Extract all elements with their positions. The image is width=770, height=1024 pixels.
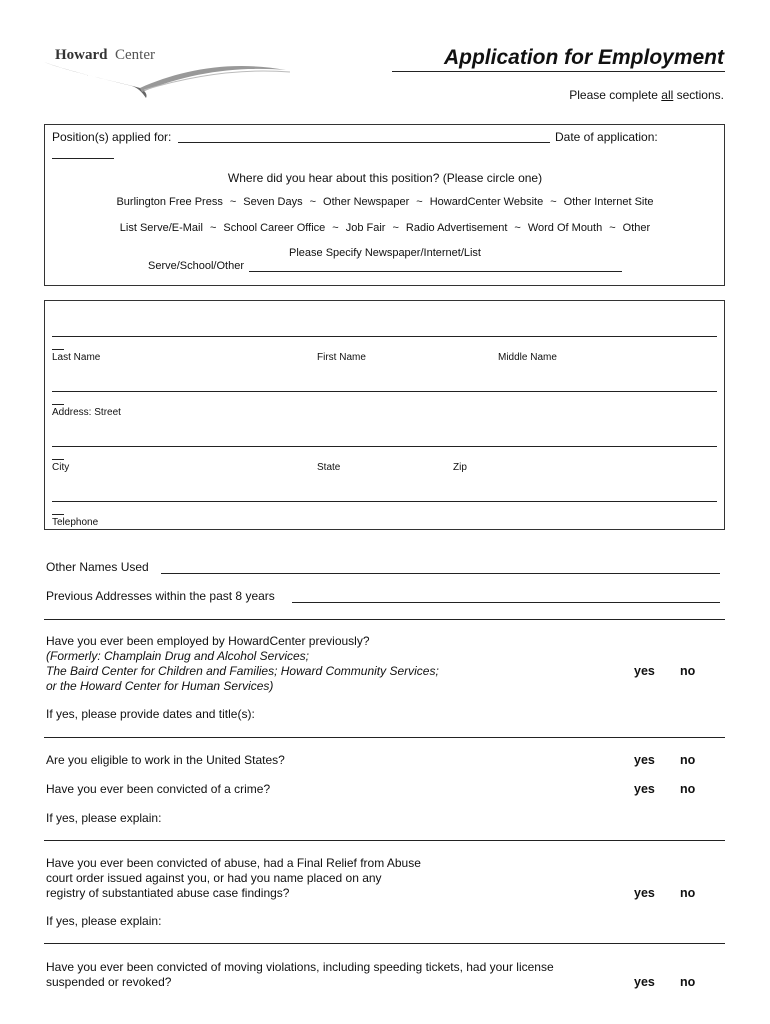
eligible-yes-option[interactable]: yes [634, 753, 655, 767]
separator: ~ [514, 222, 521, 234]
zip-label: Zip [453, 462, 467, 473]
page-title: Application for Employment [443, 46, 724, 69]
eligible-question: Are you eligible to work in the United States? [46, 753, 285, 767]
eligible-no-option[interactable]: no [680, 753, 696, 767]
name-input[interactable] [52, 336, 717, 337]
dates-titles-input[interactable] [44, 737, 725, 738]
source-option[interactable]: Word Of Mouth [527, 222, 603, 234]
source-option[interactable]: Seven Days [243, 196, 303, 208]
crime-explain-label: If yes, please explain: [46, 811, 162, 825]
position-label: Position(s) applied for: [52, 130, 172, 144]
source-option[interactable]: Other [622, 222, 651, 234]
separator: ~ [332, 222, 339, 234]
employed-before-question: Have you ever been employed by HowardCenter previously? [46, 634, 370, 648]
field-tick [52, 459, 64, 460]
separator: ~ [416, 196, 423, 208]
field-tick [52, 514, 64, 515]
last-name-label: Last Name [52, 352, 101, 363]
source-option[interactable]: List Serve/E-Mail [119, 222, 203, 234]
separator: ~ [209, 222, 217, 234]
specify-label-2: Serve/School/Other [148, 260, 244, 272]
specify-input[interactable] [249, 271, 622, 272]
middle-name-label: Middle Name [498, 352, 557, 363]
crime-no-option[interactable]: no [680, 782, 696, 796]
abuse-yes-option[interactable]: yes [634, 886, 655, 900]
date-input[interactable] [52, 158, 114, 159]
sources-row-2 [0, 222, 770, 234]
field-tick [52, 404, 64, 405]
sources-row-1 [0, 196, 770, 208]
instruction-text: Please complete [569, 88, 662, 102]
first-name-label: First Name [317, 352, 366, 363]
street-input[interactable] [52, 391, 717, 392]
field-tick [52, 349, 64, 350]
separator: ~ [609, 222, 616, 234]
title-underline [392, 71, 725, 72]
source-option[interactable]: School Career Office [223, 222, 326, 234]
employed-yes-option[interactable]: yes [634, 664, 655, 678]
street-label: Address: Street [52, 407, 121, 418]
abuse-explain-label: If yes, please explain: [46, 914, 162, 928]
moving-question-line-2: suspended or revoked? [46, 975, 172, 989]
howardcenter-logo [40, 42, 300, 102]
separator: ~ [309, 196, 317, 208]
dates-titles-label: If yes, please provide dates and title(s): [46, 707, 255, 721]
telephone-input[interactable] [52, 501, 717, 502]
formerly-line-3: or the Howard Center for Human Services) [46, 679, 274, 693]
separator: ~ [392, 222, 399, 234]
source-option[interactable]: Job Fair [345, 222, 386, 234]
source-option[interactable]: Other Newspaper [323, 196, 410, 208]
source-option[interactable]: Radio Advertisement [405, 222, 508, 234]
state-label: State [317, 462, 341, 473]
source-option[interactable]: Burlington Free Press [116, 196, 223, 208]
position-input[interactable] [178, 142, 550, 143]
abuse-question-line-3: registry of substantiated abuse case findings? [46, 886, 290, 900]
name-address-section [44, 300, 725, 530]
formerly-line-1: (Formerly: Champlain Drug and Alcohol Services; [46, 649, 309, 663]
instruction-text-end: sections. [673, 88, 724, 102]
separator: ~ [229, 196, 237, 208]
city-state-zip-input[interactable] [52, 446, 717, 447]
source-option[interactable]: HowardCenter Website [429, 196, 544, 208]
moving-no-option[interactable]: no [680, 975, 696, 989]
abuse-question-line-1: Have you ever been convicted of abuse, had a Final Relief from Abuse [46, 856, 421, 870]
date-label: Date of application: [555, 130, 658, 144]
abuse-explain-input[interactable] [44, 943, 725, 944]
abuse-question-line-2: court order issued against you, or had you name placed on any [46, 871, 382, 885]
crime-question: Have you ever been convicted of a crime? [46, 782, 271, 796]
separator: ~ [550, 196, 557, 208]
moving-yes-option[interactable]: yes [634, 975, 655, 989]
crime-yes-option[interactable]: yes [634, 782, 655, 796]
telephone-label: Telephone [52, 517, 99, 528]
employed-no-option[interactable]: no [680, 664, 696, 678]
formerly-line-2: The Baird Center for Children and Families; Howard Community Services; [46, 664, 439, 678]
source-option[interactable]: Other Internet Site [563, 196, 654, 208]
specify-label-1: Please Specify Newspaper/Internet/List [289, 247, 481, 259]
previous-addresses-input[interactable] [292, 602, 720, 603]
moving-question-line-1: Have you ever been convicted of moving violations, including speeding tickets, had your license [46, 960, 554, 974]
city-label: City [52, 462, 70, 473]
complete-instruction [569, 88, 724, 102]
logo-word-center: Center [115, 47, 155, 63]
abuse-no-option[interactable]: no [680, 886, 696, 900]
section-divider [44, 619, 725, 620]
other-names-label: Other Names Used [46, 560, 149, 574]
logo-word-howard: Howard [55, 47, 108, 63]
instruction-emphasis: all [661, 88, 674, 102]
previous-addresses-label: Previous Addresses within the past 8 years [46, 589, 275, 603]
crime-explain-input[interactable] [44, 840, 725, 841]
hear-question: Where did you hear about this position? (Please circle one) [227, 171, 543, 185]
other-names-input[interactable] [161, 573, 720, 574]
